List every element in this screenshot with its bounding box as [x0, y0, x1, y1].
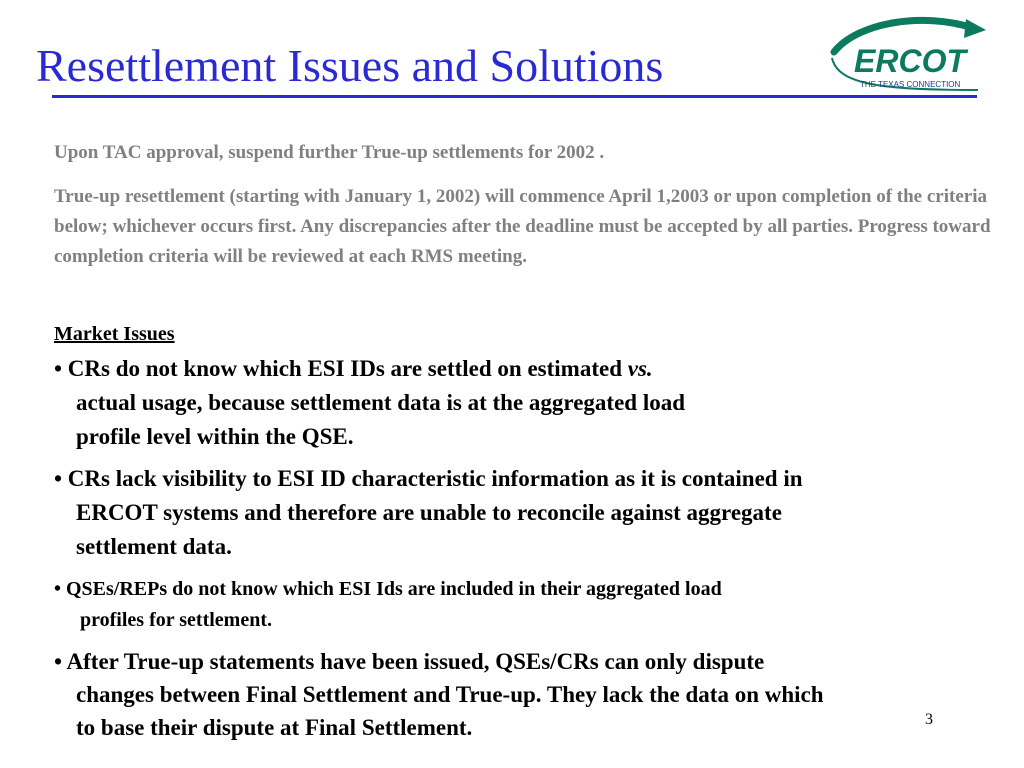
svg-text:ERCOT: ERCOT: [854, 43, 966, 79]
bullet-line: changes between Final Settlement and True-up. They lack the data on which: [76, 682, 824, 707]
ercot-logo: [828, 14, 988, 94]
bullet-qse-rep: [54, 574, 1014, 636]
bullet-true-up-dispute: [54, 645, 1014, 744]
bullet-line: [54, 352, 1014, 386]
bullet-line: to base their dispute at Final Settlement.: [76, 715, 473, 740]
bullet-line: profile level within the QSE.: [76, 424, 354, 449]
bullet-line: • After True-up statements have been issued, QSEs/CRs can only dispute: [54, 649, 765, 674]
bullet-estimated-usage: [54, 352, 1014, 454]
resettlement-schedule-paragraph: True-up resettlement (starting with January 1, 2002) will commence April 1,2003 or upon completion of the criteria below; whichever occurs first. Any discrepancies after the deadline must be accepted by all parties. Progress toward completion criteria will be reviewed at each RMS meeting.: [54, 186, 991, 267]
ercot-logo-graphic: [828, 14, 988, 94]
page-number: 3: [925, 711, 933, 728]
bullet-line: profiles for settlement.: [80, 609, 272, 631]
tac-approval-paragraph: Upon TAC approval, suspend further True-up settlements for 2002 .: [54, 142, 605, 163]
bullet-line: ERCOT systems and therefore are unable to reconcile against aggregate: [76, 500, 782, 525]
svg-text:THE TEXAS CONNECTION: THE TEXAS CONNECTION: [860, 80, 961, 89]
bullet-esi-visibility: [54, 462, 1014, 564]
bullet-line: • CRs lack visibility to ESI ID characteristic information as it is contained in: [54, 466, 803, 491]
market-issues-heading: Market Issues: [54, 323, 175, 345]
bullet-line: settlement data.: [76, 534, 232, 559]
slide-title: Resettlement Issues and Solutions: [36, 40, 664, 91]
title-underline-rule: [52, 95, 977, 98]
bullet-emphasis: vs.: [627, 356, 653, 381]
bullet-text: • CRs do not know which ESI IDs are settled on estimated: [54, 356, 628, 381]
bullet-line: • QSEs/REPs do not know which ESI Ids are included in their aggregated load: [54, 578, 722, 600]
bullet-line: actual usage, because settlement data is at the aggregated load: [76, 390, 686, 415]
